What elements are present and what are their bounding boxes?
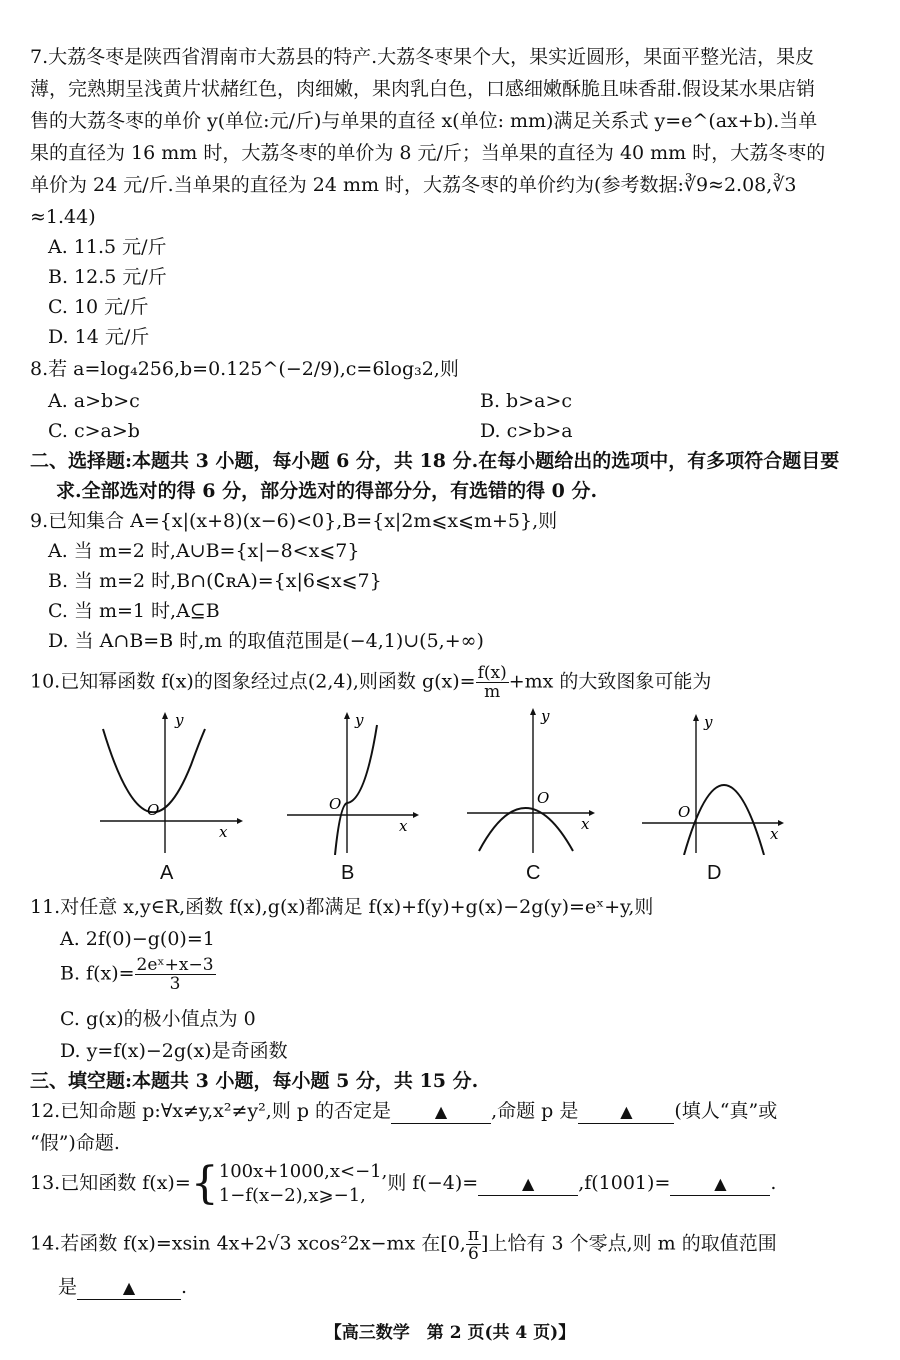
q10-stem <box>30 664 711 701</box>
q11-stem: 11.对任意 x,y∈R,函数 f(x),g(x)都满足 f(x)+f(y)+g(x)−2g(y)=eˣ+y,则 <box>30 896 654 918</box>
graph-b-y-label: y <box>355 711 364 729</box>
page-footer: 【高三数学 第 2 页(共 4 页)】 <box>324 1323 576 1343</box>
graph-b-x-label: x <box>399 817 408 835</box>
q7-option-b: B. 12.5 元/斤 <box>48 266 167 288</box>
q11-option-b-num: 2eˣ+x−3 <box>136 955 214 975</box>
q14-interval-right: ] <box>481 1232 489 1255</box>
q14-post: 上恰有 3 个零点,则 m 的取值范围 <box>488 1232 777 1255</box>
q9-option-b: B. 当 m=2 时,B∩(∁ʀA)={x|6⩽x⩽7} <box>48 570 382 592</box>
q14-interval-fraction <box>466 1226 481 1263</box>
q7-line-5: 单价为 24 元/斤.当单果的直径为 24 mm 时，大荔冬枣的单价约为(参考数据:∛9≈2.08,∛3 <box>30 174 797 196</box>
graph-a <box>95 705 245 855</box>
q11-option-b-pre: B. f(x)= <box>60 962 135 985</box>
q13-case-2: 1−f(x−2),x⩾−1, <box>218 1185 366 1206</box>
graph-c <box>465 705 605 855</box>
q10-stem-post: +mx 的大致图象可能为 <box>508 670 712 693</box>
q11-option-c: C. g(x)的极小值点为 0 <box>60 1008 256 1030</box>
graph-c-x-label: x <box>581 815 590 833</box>
q10-stem-pre: 10.已知幂函数 f(x)的图象经过点(2,4),则函数 g(x)= <box>30 670 476 693</box>
q13-case-1: 100x+1000,x<−1, <box>218 1161 388 1182</box>
graph-b <box>285 705 425 855</box>
q10-frac-num: f(x) <box>477 663 507 683</box>
q13-stem <box>30 1160 776 1208</box>
q12-post: (填人“真”或 <box>674 1100 778 1122</box>
section-2-heading-cont: 求.全部选对的得 6 分，部分选对的得部分分，有选错的得 0 分. <box>56 480 598 502</box>
blank-marker: ▲ <box>620 1102 633 1121</box>
q13-blank-1[interactable] <box>478 1172 578 1196</box>
graph-c-label: C <box>526 862 541 884</box>
graph-d-label: D <box>707 862 722 884</box>
graph-d-origin: O <box>678 803 691 821</box>
q12-blank-1[interactable] <box>391 1100 491 1124</box>
q13-cases <box>219 1160 388 1208</box>
graph-a-label: A <box>160 862 174 884</box>
q9-option-a: A. 当 m=2 时,A∪B={x|−8<x⩽7} <box>48 540 360 562</box>
q8-option-a: A. a>b>c <box>48 390 140 412</box>
q7-line-1: 7.大荔冬枣是陕西省渭南市大荔县的特产.大荔冬枣果个大，果实近圆形，果面平整光洁，果皮 <box>30 46 815 68</box>
graph-d-x-label: x <box>770 825 779 843</box>
q13-post: . <box>770 1172 777 1194</box>
q14-blank[interactable] <box>77 1276 181 1300</box>
q9-option-c: C. 当 m=1 时,A⊆B <box>48 600 220 622</box>
q10-frac-den: m <box>484 682 501 702</box>
q14-line2-post: . <box>181 1276 188 1298</box>
q7-line-4: 果的直径为 16 mm 时，大荔冬枣的单价为 8 元/斤；当单果的直径为 40 mm 时，大荔冬枣的 <box>30 142 826 164</box>
graph-d-y-label: y <box>704 713 713 731</box>
blank-marker: ▲ <box>434 1102 448 1121</box>
q14-pre: 14.若函数 f(x)=xsin 4x+2√3 xcos²2x−mx 在 <box>30 1232 441 1255</box>
q7-line-3: 售的大荔冬枣的单价 y(单位:元/斤)与单果的直径 x(单位: mm)满足关系式 y=e^(ax+b).当单 <box>30 110 818 132</box>
q7-option-c: C. 10 元/斤 <box>48 296 149 318</box>
q11-option-d: D. y=f(x)−2g(x)是奇函数 <box>60 1040 288 1062</box>
graph-a-origin: O <box>147 801 160 819</box>
q13-brace: { <box>190 1158 219 1209</box>
q13-mid: 则 f(−4)= <box>387 1172 479 1194</box>
q11-option-b-fraction <box>135 956 216 993</box>
q12-mid: ,命题 p 是 <box>491 1100 579 1122</box>
q14-interval-num: π <box>467 1225 480 1245</box>
q14-line-2 <box>58 1274 187 1300</box>
q8-stem: 8.若 a=log₄256,b=0.125^(−2/9),c=6log₃2,则 <box>30 358 459 380</box>
q12-stem <box>30 1098 777 1124</box>
q7-option-a: A. 11.5 元/斤 <box>48 236 167 258</box>
graph-a-y-label: y <box>175 711 184 729</box>
q14-interval-left: [0, <box>440 1232 466 1255</box>
graph-b-origin: O <box>329 795 342 813</box>
q8-option-d: D. c>b>a <box>480 420 573 442</box>
q8-option-c: C. c>a>b <box>48 420 140 442</box>
q7-option-d: D. 14 元/斤 <box>48 326 150 348</box>
q11-option-a: A. 2f(0)−g(0)=1 <box>60 928 215 950</box>
q14-stem <box>30 1226 777 1263</box>
q11-option-b <box>60 956 216 993</box>
q9-option-d: D. 当 A∩B=B 时,m 的取值范围是(−4,1)∪(5,+∞) <box>48 630 484 652</box>
q8-option-b: B. b>a>c <box>480 390 573 412</box>
q10-fraction <box>476 664 509 701</box>
blank-marker: ▲ <box>522 1174 535 1193</box>
graph-c-origin: O <box>537 789 550 807</box>
section-3-heading: 三、填空题:本题共 3 小题，每小题 5 分，共 15 分. <box>30 1070 479 1092</box>
q13-blank-2[interactable] <box>670 1172 770 1196</box>
q9-stem: 9.已知集合 A={x|(x+8)(x−6)<0},B={x|2m⩽x⩽m+5},则 <box>30 510 558 532</box>
blank-marker: ▲ <box>714 1174 727 1193</box>
q11-option-b-den: 3 <box>169 974 181 994</box>
section-2-heading: 二、选择题:本题共 3 小题，每小题 6 分，共 18 分.在每小题给出的选项中，有多项符合题目要 <box>30 450 840 472</box>
graph-c-y-label: y <box>541 707 550 725</box>
q12-pre: 12.已知命题 p:∀x≠y,x²≠y²,则 p 的否定是 <box>30 1100 392 1122</box>
graph-b-label: B <box>341 862 355 884</box>
q14-interval-den: 6 <box>468 1244 479 1264</box>
graph-a-x-label: x <box>219 823 228 841</box>
q12-line-2: “假”)命题. <box>30 1132 120 1154</box>
q7-line-2: 薄，完熟期呈浅黄片状赭红色，肉细嫩，果肉乳白色，口感细嫩酥脆且味香甜.假设某水果店销 <box>30 78 816 100</box>
q7-line-6: ≈1.44) <box>30 206 96 228</box>
q13-mid2: ,f(1001)= <box>578 1172 671 1194</box>
graph-d <box>640 705 790 855</box>
q13-pre: 13.已知函数 f(x)= <box>30 1172 191 1194</box>
blank-marker: ▲ <box>122 1278 136 1297</box>
q12-blank-2[interactable] <box>578 1100 674 1124</box>
q14-line2-pre: 是 <box>58 1276 78 1298</box>
